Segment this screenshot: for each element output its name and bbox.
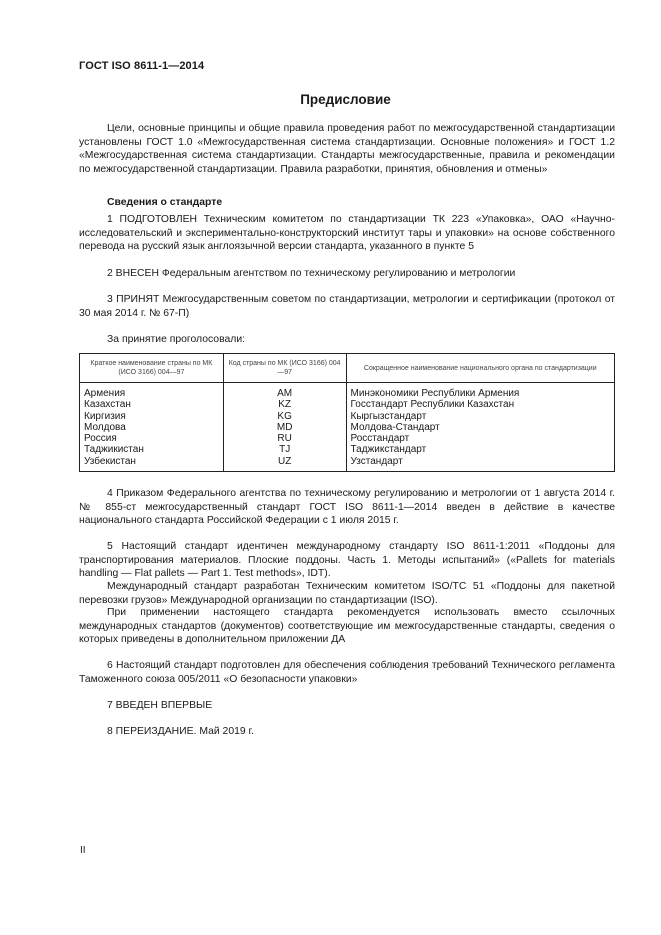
- standards-body: Таджикстандарт: [350, 444, 427, 456]
- table-header-code: Код страны по МК (ИСО 3166) 004—97: [223, 354, 346, 383]
- table-header-body: Сокращенное наименование национального органа по стандартизации: [346, 354, 614, 383]
- item-2-paragraph: 2 ВНЕСЕН Федеральным агентством по техническому регулированию и метрологии: [107, 268, 516, 279]
- standards-body: Узстандарт: [350, 455, 403, 467]
- country-code: UZ: [277, 455, 292, 467]
- document-id-header: ГОСТ ISO 8611-1—2014: [79, 60, 205, 72]
- standards-body: Минэкономики Республики Армения: [350, 388, 520, 399]
- table-cell-bodies: [346, 383, 614, 472]
- item-5-committee-paragraph: Международный стандарт разработан Техническим комитетом ISO/TC 51 «Поддоны для пакетной перевозки грузов» Международной организации по стандартизации (ISO).: [79, 581, 615, 606]
- item-3-paragraph: 3 ПРИНЯТ Межгосударственным советом по стандартизации, метрологии и сертификации (протокол от 30 мая 2014 г. № 67-П): [79, 294, 615, 319]
- country-code: AM: [277, 388, 293, 399]
- item-5-paragraph: 5 Настоящий стандарт идентичен международному стандарту ISO 8611-1:2011 «Поддоны для транспортирования материалов. Плоские поддоны. Часть 1. Методы испытаний» («Pallets for materials handling — Flat pallets — Part 1. Test methods», IDT).: [79, 541, 615, 580]
- table-cell-codes: [223, 383, 346, 472]
- country-name: Россия: [84, 433, 117, 445]
- country-code: RU: [277, 433, 292, 445]
- standards-body: Росстандарт: [350, 433, 410, 445]
- country-code: MD: [276, 421, 293, 433]
- countries-table: [79, 353, 615, 472]
- item-8-paragraph: 8 ПЕРЕИЗДАНИЕ. Май 2019 г.: [107, 726, 254, 737]
- country-name: Узбекистан: [84, 455, 136, 467]
- standards-body: Кыргызстандарт: [350, 410, 427, 422]
- item-1-paragraph: 1 ПОДГОТОВЛЕН Техническим комитетом по стандартизации ТК 223 «Упаковка», ОАО «Научно-исследовательский и экспериментально-конструкторский институт тары и упаковки» на основе собственного перевода на русский язык англоязычной версии стандарта, указанного в пункте 5: [79, 214, 615, 253]
- country-name: Киргизия: [84, 410, 126, 422]
- table-cell-countries: [80, 383, 224, 472]
- table-header-row: [80, 354, 615, 383]
- item-6-paragraph: 6 Настоящий стандарт подготовлен для обеспечения соблюдения требований Технического регламента Таможенного союза 005/2011 «О безопасности упаковки»: [79, 660, 615, 685]
- standards-body: Молдова-Стандарт: [350, 421, 440, 433]
- country-name: Армения: [84, 388, 126, 399]
- country-code: KG: [277, 410, 292, 422]
- item-5-references-paragraph: При применении настоящего стандарта рекомендуется использовать вместо ссылочных международных стандартов (документов) соответствующие им межгосударственные стандарты, сведения о которых приведены в дополнительном приложении ДА: [79, 607, 615, 646]
- table-row: [80, 383, 615, 472]
- page-title: Предисловие: [300, 92, 391, 107]
- country-code: TJ: [279, 444, 291, 456]
- section-heading: Сведения о стандарте: [107, 197, 223, 208]
- country-name: Таджикистан: [84, 444, 144, 456]
- country-name: Молдова: [84, 421, 126, 433]
- standards-body: Госстандарт Республики Казахстан: [350, 399, 515, 411]
- table-header-country: Краткое наименование страны по МК (ИСО 3166) 004—97: [80, 354, 224, 383]
- page-number: II: [80, 845, 86, 856]
- item-4-paragraph: 4 Приказом Федерального агентства по техническому регулированию и метрологии от 1 августа 2014 г. № 855-ст межгосударственный стандарт ГОСТ ISO 8611-1—2014 введен в действие в качестве национального стандарта Российской Федерации с 1 июля 2015 г.: [79, 488, 615, 527]
- item-7-paragraph: 7 ВВЕДЕН ВПЕРВЫЕ: [107, 700, 213, 711]
- country-name: Казахстан: [84, 399, 131, 411]
- intro-paragraph: Цели, основные принципы и общие правила проведения работ по межгосударственной стандартизации установлены ГОСТ 1.0 «Межгосударственная система стандартизации. Основные положения» и ГОСТ 1.2 «Межгосударственная система стандартизации. Стандарты межгосударственные, правила и рекомендации по межгосударственной стандартизации. Правила разработки, принятия, обновления и отмены»: [79, 123, 615, 175]
- voted-label: За принятие проголосовали:: [107, 334, 246, 345]
- country-code: KZ: [278, 399, 292, 411]
